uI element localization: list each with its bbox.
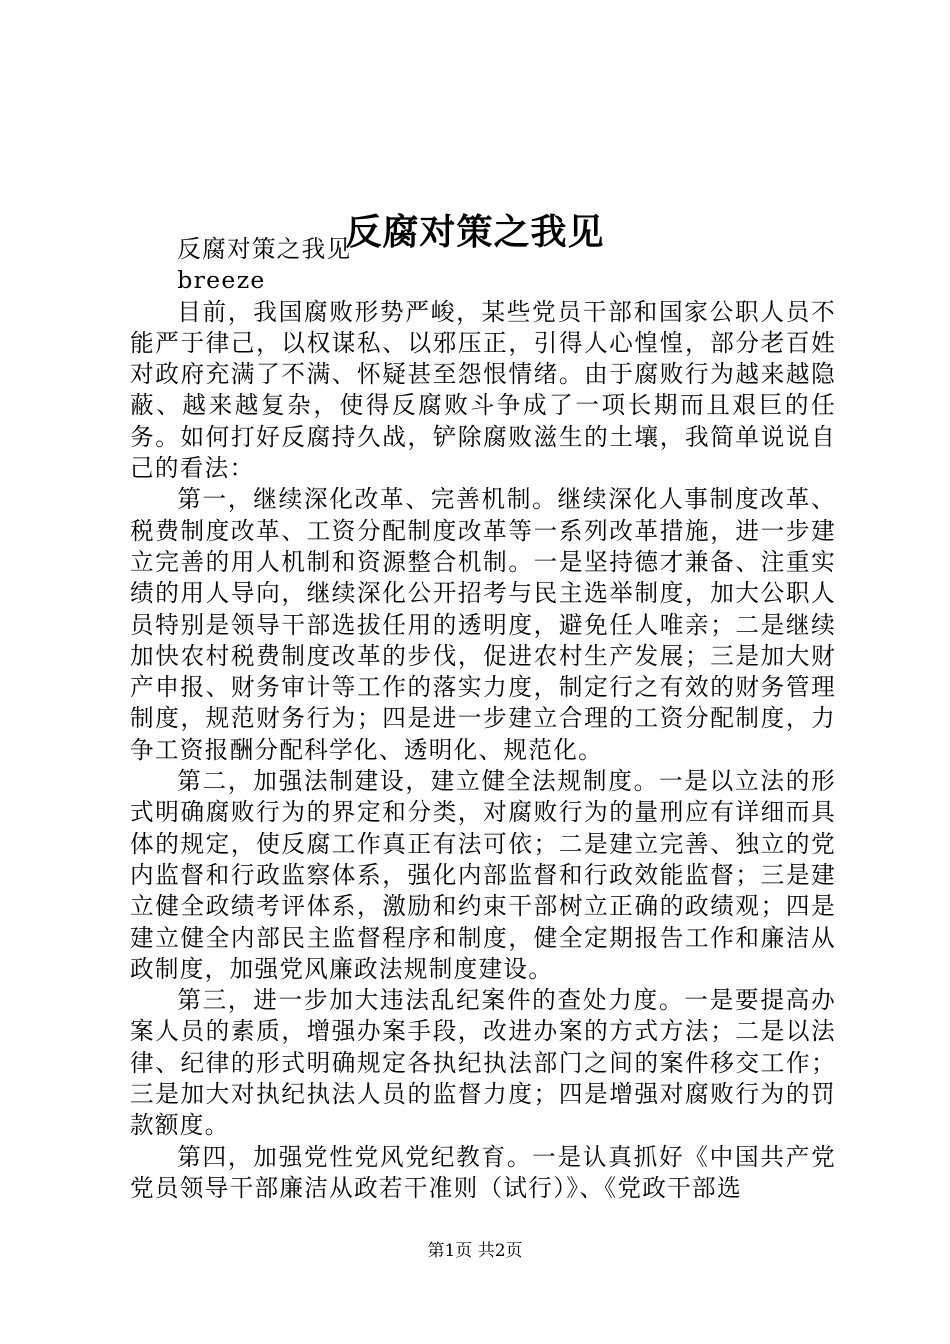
page-title: 反腐对策之我见 xyxy=(345,211,605,254)
page-number: 第1页 共2页 xyxy=(427,1241,523,1261)
point-one-paragraph: 第一，继续深化改革、完善机制。继续深化人事制度改革、税费制度改革、工资分配制度改革等一系列改革措施，进一步建立完善的用人机制和资源整合机制。一是坚持德才兼备、注重实绩的用人导向，继续深化公开招考与民主选举制度，加大公职人员特别是领导干部选拔任用的透明度，避免任人唯亲；二是继续加快农村税费制度改革的步伐，促进农村生产发展；三是加大财产申报、财务审计等工作的落实力度，制定行之有效的财务管理制度，规范财务行为；四是进一步建立合理的工资分配制度，力争工资报酬分配科学化、透明化、规范化。 xyxy=(130,485,836,764)
intro-paragraph: 目前，我国腐败形势严峻，某些党员干部和国家公职人员不能严于律己，以权谋私、以邪压正，引得人心惶惶，部分老百姓对政府充满了不满、怀疑甚至怨恨情绪。由于腐败行为越来越隐蔽、越来越复杂，使得反腐败斗争成了一项长期而且艰巨的任务。如何打好反腐持久战，铲除腐败滋生的土壤，我简单说说自己的看法： xyxy=(130,297,836,483)
point-three-paragraph: 第三，进一步加大违法乱纪案件的查处力度。一是要提高办案人员的素质，增强办案手段，改进办案的方式方法；二是以法律、纪律的形式明确规定各执纪执法部门之间的案件移交工作；三是加大对执纪执法人员的监督力度；四是增强对腐败行为的罚款额度。 xyxy=(130,986,836,1140)
document-body xyxy=(130,234,836,1204)
author-paragraph: breeze xyxy=(177,266,266,295)
point-four-paragraph: 第四，加强党性党风党纪教育。一是认真抓好《中国共产党党员领导干部廉洁从政若干准则（试行）》、《党政干部选 xyxy=(130,1142,836,1202)
subtitle-paragraph: 反腐对策之我见 xyxy=(177,235,352,263)
point-two-paragraph: 第二，加强法制建设，建立健全法规制度。一是以立法的形式明确腐败行为的界定和分类，对腐败行为的量刑应有详细而具体的规定，使反腐工作真正有法可依；二是建立完善、独立的党内监督和行政监察体系，强化内部监督和行政效能监督；三是建立健全政绩考评体系，激励和约束干部树立正确的政绩观；四是建立健全内部民主监督程序和制度，健全定期报告工作和廉洁从政制度，加强党风廉政法规制度建设。 xyxy=(130,767,836,983)
